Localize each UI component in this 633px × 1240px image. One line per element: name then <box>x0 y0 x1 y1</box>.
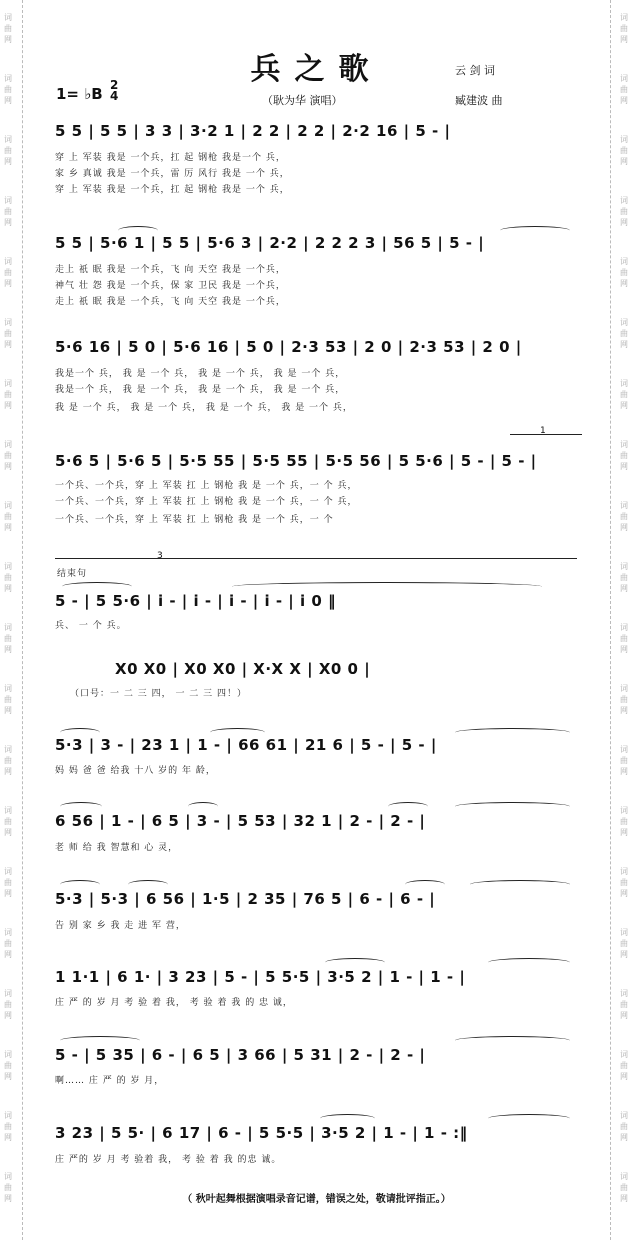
slur-mark <box>60 880 100 889</box>
watermark-text: 词 曲 网 <box>620 867 628 898</box>
slur-mark <box>388 802 428 811</box>
watermark-text: 词 曲 网 <box>620 379 628 410</box>
watermark-text: 词 曲 网 <box>620 13 628 44</box>
tie-mark <box>488 958 570 967</box>
lyric-line-2a: 走上 祇 眠 我是 一个兵，飞 向 天空 我是 一个兵， <box>55 265 286 275</box>
watermark-text: 词 曲 网 <box>4 1172 12 1203</box>
tie-mark <box>60 1036 140 1045</box>
lyric-line-4c: 一个兵、一个兵，穿 上 军装 扛 上 钢枪 我 是 一个 兵，一 个 <box>55 515 334 525</box>
watermark-text: 词 曲 网 <box>4 1111 12 1142</box>
lyric-line-8: 老 师 给 我 智慧和 心 灵， <box>55 843 179 853</box>
watermark-text: 词 曲 网 <box>4 1050 12 1081</box>
tie-mark <box>488 1114 570 1123</box>
watermark-text: 词 曲 网 <box>4 196 12 227</box>
watermark-text: 词 曲 网 <box>620 318 628 349</box>
slur-mark <box>188 802 218 811</box>
lyric-line-3a: 我是一个 兵， 我 是 一个 兵， 我 是 一个 兵， 我 是 一个 兵， <box>55 369 346 379</box>
slur-mark <box>405 880 445 889</box>
volta-bracket <box>510 434 582 435</box>
watermark-text: 词 曲 网 <box>620 562 628 593</box>
time-signature-bottom: 4 <box>110 89 119 103</box>
watermark-text: 词 曲 网 <box>620 989 628 1020</box>
lyric-line-2c: 走上 祇 眠 我是 一个兵，飞 向 天空 我是 一个兵， <box>55 297 286 307</box>
slur-mark <box>128 880 168 889</box>
lyric-line-4a: 一个兵、一个兵，穿 上 军装 扛 上 钢枪 我 是 一个 兵，一 个 兵， <box>55 481 358 491</box>
lyric-line-10: 庄 严 的 岁 月 考 验 着 我， 考 验 着 我 的 忠 诚， <box>55 998 293 1008</box>
performer-credit: （耿为华 演唱） <box>262 94 343 107</box>
watermark-text: 词 曲 网 <box>620 684 628 715</box>
watermark-text: 词 曲 网 <box>4 13 12 44</box>
watermark-text: 词 曲 网 <box>620 806 628 837</box>
time-signature-top: 2 <box>110 78 119 92</box>
watermark-text: 词 曲 网 <box>4 440 12 471</box>
lyric-line-4b: 一个兵、一个兵，穿 上 军装 扛 上 钢枪 我 是 一个 兵，一 个 兵， <box>55 497 358 507</box>
watermark-text: 词 曲 网 <box>4 745 12 776</box>
watermark-text: 词 曲 网 <box>4 623 12 654</box>
watermark-text: 词 曲 网 <box>620 1111 628 1142</box>
tie-mark <box>232 582 542 591</box>
score-line-3: 5·6 16 | 5 0 | 5·6 16 | 5 0 | 2·3 53 | 2 0 | 2·3 53 | 2 0 | <box>55 338 522 356</box>
watermark-text: 词 曲 网 <box>4 928 12 959</box>
volta-number: 3 <box>157 551 163 561</box>
score-line-10: 1 1·1 | 6 1· | 3 23 | 5 - | 5 5·5 | 3·5 2 | 1 - | 1 - | <box>55 968 466 986</box>
watermark-text: 词 曲 网 <box>4 318 12 349</box>
tie-mark <box>470 880 570 889</box>
lyric-line-1b: 家 乡 真诚 我是 一个兵，雷 厉 风行 我是 一个 兵， <box>55 169 290 179</box>
slur-mark <box>320 1114 375 1123</box>
lyric-line-5: 兵、 一 个 兵。 <box>55 621 127 631</box>
ending-label: 结束句 <box>57 569 88 579</box>
watermark-text: 词 曲 网 <box>620 440 628 471</box>
tie-mark <box>455 728 570 737</box>
watermark-text: 词 曲 网 <box>4 501 12 532</box>
score-line-12: 3 23 | 5 5· | 6 17 | 6 - | 5 5·5 | 3·5 2 | 1 - | 1 - :‖ <box>55 1124 468 1142</box>
watermark-text: 词 曲 网 <box>620 74 628 105</box>
watermark-text: 词 曲 网 <box>4 867 12 898</box>
watermark-text: 词 曲 网 <box>620 135 628 166</box>
tie-mark <box>455 802 570 811</box>
lyric-line-2b: 神气 壮 怨 我是 一个兵，保 家 卫民 我是 一个兵， <box>55 281 286 291</box>
tie-mark <box>455 1036 570 1045</box>
lyricist-credit: 云 剑 词 <box>455 64 495 77</box>
watermark-text: 词 曲 网 <box>620 501 628 532</box>
lyric-line-1a: 穿 上 军装 我是 一个兵，扛 起 钢枪 我是一个 兵， <box>55 153 286 163</box>
watermark-text: 词 曲 网 <box>620 1050 628 1081</box>
lyric-line-3c: 我 是 一个 兵， 我 是 一个 兵， 我 是 一个 兵， 我 是 一个 兵， <box>55 403 353 413</box>
lyric-line-1c: 穿 上 军装 我是 一个兵，扛 起 钢枪 我是 一个 兵， <box>55 185 290 195</box>
lyric-line-3b: 我是一个 兵， 我 是 一个 兵， 我 是 一个 兵， 我 是 一个 兵， <box>55 385 346 395</box>
score-line-7: 5·3 | 3 - | 23 1 | 1 - | 66 61 | 21 6 | 5 - | 5 - | <box>55 736 437 754</box>
score-line-8: 6 56 | 1 - | 6 5 | 3 - | 5 53 | 32 1 | 2 - | 2 - | <box>55 812 426 830</box>
watermark-text: 词 曲 网 <box>4 684 12 715</box>
watermark-text: 词 曲 网 <box>4 257 12 288</box>
key-signature: 1= ♭B <box>56 85 103 103</box>
watermark-text: 词 曲 网 <box>620 928 628 959</box>
lyric-line-12: 庄 严的 岁 月 考 验着 我， 考 验 着 我 的忠 诚。 <box>55 1155 282 1165</box>
slur-mark <box>500 226 570 235</box>
slur-mark <box>325 958 385 967</box>
watermark-text: 词 曲 网 <box>620 1172 628 1203</box>
watermark-text: 词 曲 网 <box>4 379 12 410</box>
watermark-text: 词 曲 网 <box>4 74 12 105</box>
page-title: 兵之歌 <box>250 52 383 87</box>
watermark-text: 词 曲 网 <box>620 196 628 227</box>
watermark-text: 词 曲 网 <box>620 623 628 654</box>
score-line-9: 5·3 | 5·3 | 6 56 | 1·5 | 2 35 | 76 5 | 6 - | 6 - | <box>55 890 436 908</box>
lyric-line-11: 啊…… 庄 严 的 岁 月， <box>55 1076 165 1086</box>
watermark-text: 词 曲 网 <box>4 989 12 1020</box>
composer-credit: 臧建波 曲 <box>455 94 503 107</box>
score-line-5: 5 - | 5 5·6 | i - | i - | i - | i - | i 0 ‖ <box>55 592 337 610</box>
score-line-2: 5 5 | 5·6 1 | 5 5 | 5·6 3 | 2·2 | 2 2 2 3 | 56 5 | 5 - | <box>55 234 485 252</box>
score-line-4: 5·6 5 | 5·6 5 | 5·5 55 | 5·5 55 | 5·5 56 | 5 5·6 | 5 - | 5 - | <box>55 452 537 470</box>
score-line-11: 5 - | 5 35 | 6 - | 6 5 | 3 66 | 5 31 | 2 - | 2 - | <box>55 1046 426 1064</box>
volta-number: 1 <box>540 426 546 436</box>
right-border <box>610 0 611 1240</box>
watermark-text: 词 曲 网 <box>620 257 628 288</box>
watermark-text: 词 曲 网 <box>620 745 628 776</box>
watermark-text: 词 曲 网 <box>4 562 12 593</box>
watermark-text: 词 曲 网 <box>4 806 12 837</box>
volta-bracket <box>55 558 577 559</box>
time-signature <box>110 80 118 102</box>
slur-mark <box>60 802 102 811</box>
score-line-1: 5 5 | 5 5 | 3 3 | 3·2 1 | 2 2 | 2 2 | 2·2 16 | 5 - | <box>55 122 451 140</box>
lyric-line-9: 告 别 家 乡 我 走 进 军 营， <box>55 921 186 931</box>
watermark-text: 词 曲 网 <box>4 135 12 166</box>
lyric-line-6: （口号：一 二 三 四， 一 二 三 四！） <box>70 689 248 699</box>
score-line-6: X0 X0 | X0 X0 | X·X X | X0 0 | <box>115 660 371 678</box>
tie-mark <box>62 582 132 591</box>
left-border <box>22 0 23 1240</box>
transcription-note: （ 秋叶起舞根据演唱录音记谱，错误之处，敬请批评指正。） <box>182 1194 451 1205</box>
lyric-line-7: 妈 妈 爸 爸 给我 十八 岁的 年 龄， <box>55 766 216 776</box>
